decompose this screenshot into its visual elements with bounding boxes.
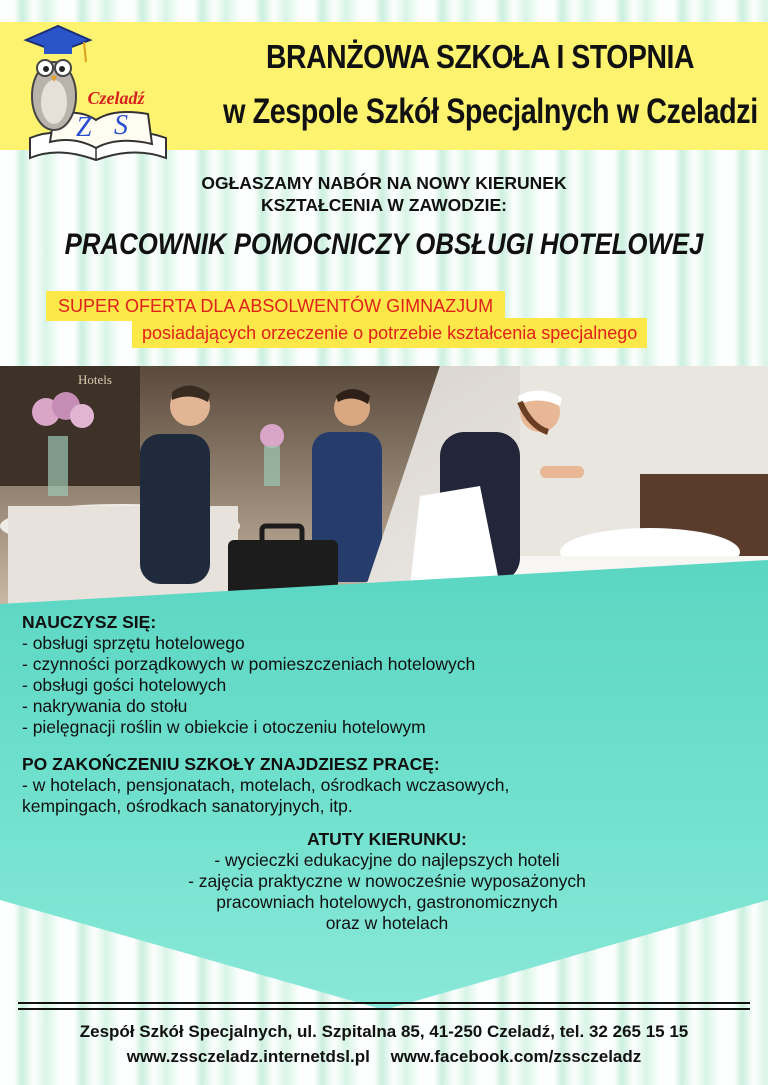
info-content xyxy=(22,612,752,934)
offer-highlight: SUPER OFERTA DLA ABSOLWENTÓW GIMNAZJUM xyxy=(46,291,505,321)
school-name-title: w Zespole Szkół Specjalnych w Czeladzi xyxy=(223,92,758,131)
advantage-line: oraz w hotelach xyxy=(325,913,449,933)
jobs-heading: PO ZAKOŃCZENIU SZKOŁY ZNAJDZIESZ PRACĘ: xyxy=(22,754,440,774)
svg-text:S: S xyxy=(114,110,128,141)
logo-town-text: Czeladź xyxy=(87,88,145,108)
school-type-title: BRANŻOWA SZKOŁA I STOPNIA xyxy=(265,38,695,75)
footer-divider-top xyxy=(18,1002,750,1004)
footer-address: Zespół Szkół Specjalnych, ul. Szpitalna 85, 41-250 Czeladź, tel. 32 265 15 15 xyxy=(79,1022,689,1041)
jobs-line: - w hotelach, pensjonatach, motelach, ośrodkach wczasowych, xyxy=(22,775,510,795)
advantages-heading: ATUTY KIERUNKU: xyxy=(307,829,467,849)
facebook-link[interactable]: www.facebook.com/zssczeladz xyxy=(390,1047,642,1066)
logo-monogram: Z xyxy=(76,112,92,143)
announcement xyxy=(0,172,768,216)
school-logo xyxy=(18,18,178,168)
advantage-line: pracowniach hotelowych, gastronomicznych xyxy=(216,892,558,912)
learn-item: - obsługi gości hotelowych xyxy=(22,675,227,695)
learn-list xyxy=(22,633,752,738)
learn-item: - nakrywania do stołu xyxy=(22,696,188,716)
learn-item: - pielęgnacji roślin w obiekcie i otoczeniu hotelowym xyxy=(22,717,426,737)
jobs-line: kempingach, ośrodkach sanatoryjnych, itp. xyxy=(22,796,353,816)
announcement-line1: OGŁASZAMY NABÓR NA NOWY KIERUNEK xyxy=(201,173,567,193)
advantage-line: - wycieczki edukacyjne do najlepszych hoteli xyxy=(214,850,560,870)
offer-condition: posiadających orzeczenie o potrzebie kształcenia specjalnego xyxy=(132,318,647,348)
learn-heading: NAUCZYSZ SIĘ: xyxy=(22,612,157,632)
advantage-line: - zajęcia praktyczne w nowocześnie wyposażonych xyxy=(188,871,586,891)
profession-title: PRACOWNIK POMOCNICZY OBSŁUGI HOTELOWEJ xyxy=(64,228,704,261)
hotel-sign: Hotels xyxy=(78,372,112,387)
website-link[interactable]: www.zssczeladz.internetdsl.pl xyxy=(126,1047,370,1066)
footer-divider-bottom xyxy=(18,1008,750,1010)
learn-item: - obsługi sprzętu hotelowego xyxy=(22,633,245,653)
footer-links xyxy=(0,1047,768,1067)
announcement-line2: KSZTAŁCENIA W ZAWODZIE: xyxy=(261,195,507,215)
learn-item: - czynności porządkowych w pomieszczeniach hotelowych xyxy=(22,654,476,674)
